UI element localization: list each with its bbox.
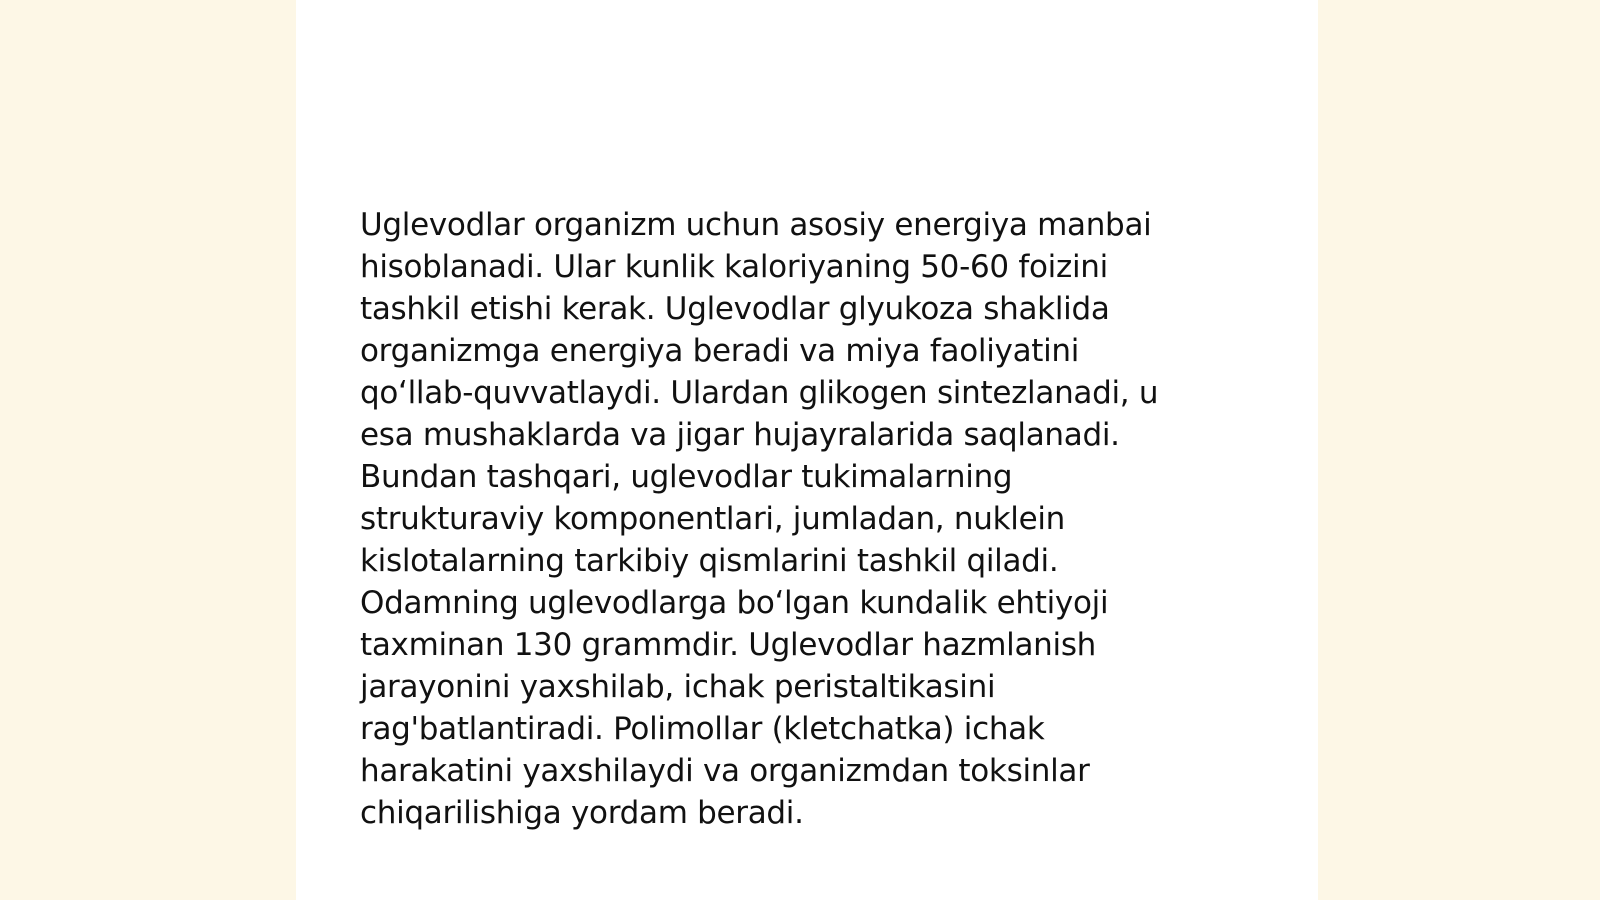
text-line: kislotalarning tarkibiy qismlarini tashkil qiladi. — [360, 543, 1059, 579]
text-line: strukturaviy komponentlari, jumladan, nuklein — [360, 501, 1065, 537]
text-line: qo‘llab-quvvatlaydi. Ulardan glikogen sintezlanadi, u — [360, 375, 1159, 411]
text-line: rag'batlantiradi. Polimollar (kletchatka) ichak — [360, 711, 1045, 747]
text-line: harakatini yaxshilaydi va organizmdan toksinlar — [360, 753, 1090, 789]
slide-body-text — [360, 204, 1220, 834]
text-line: jarayonini yaxshilab, ichak peristaltikasini — [360, 669, 996, 705]
text-line: chiqarilishiga yordam beradi. — [360, 795, 804, 831]
slide — [296, 0, 1318, 900]
text-line: esa mushaklarda va jigar hujayralarida saqlanadi. — [360, 417, 1120, 453]
text-line: organizmga energiya beradi va miya faoliyatini — [360, 333, 1080, 369]
text-line: Odamning uglevodlarga bo‘lgan kundalik ehtiyoji — [360, 585, 1109, 621]
text-line: hisoblanadi. Ular kunlik kaloriyaning 50-60 foizini — [360, 249, 1108, 285]
text-line: tashkil etishi kerak. Uglevodlar glyukoza shaklida — [360, 291, 1110, 327]
text-line: Uglevodlar organizm uchun asosiy energiya manbai — [360, 207, 1152, 243]
text-line: taxminan 130 grammdir. Uglevodlar hazmlanish — [360, 627, 1097, 663]
text-line: Bundan tashqari, uglevodlar tukimalarning — [360, 459, 1013, 495]
